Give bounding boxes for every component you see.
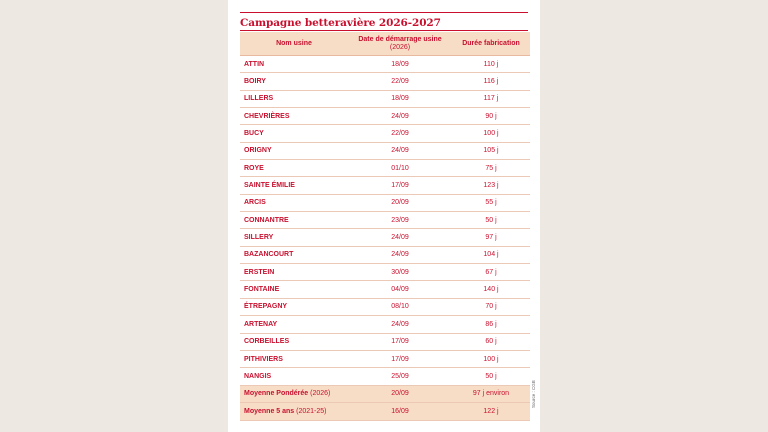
duration: 50 j (452, 212, 530, 229)
summary-row (240, 403, 530, 421)
table-row (240, 212, 530, 229)
duration: 104 j (452, 246, 530, 263)
duration: 100 j (452, 350, 530, 367)
factory-name: NANGIS (240, 368, 348, 385)
factory-name: BAZANCOURT (240, 246, 348, 263)
table-row (240, 108, 530, 125)
summary-label: Moyenne Pondérée (2026) (240, 385, 348, 403)
start-date: 22/09 (348, 125, 452, 142)
factory-name: ERSTEIN (240, 264, 348, 281)
duration: 50 j (452, 368, 530, 385)
factory-name: CORBEILLES (240, 333, 348, 350)
table-row (240, 246, 530, 263)
table-row (240, 264, 530, 281)
start-date: 20/09 (348, 194, 452, 211)
duration: 105 j (452, 142, 530, 159)
table-row (240, 177, 530, 194)
factory-name: FONTAINE (240, 281, 348, 298)
start-date: 24/09 (348, 229, 452, 246)
duration: 110 j (452, 56, 530, 73)
table-body (240, 56, 530, 421)
duration: 60 j (452, 333, 530, 350)
table-row (240, 160, 530, 177)
start-date: 17/09 (348, 333, 452, 350)
summary-row (240, 385, 530, 403)
duration: 86 j (452, 316, 530, 333)
duration: 55 j (452, 194, 530, 211)
factory-name: ORIGNY (240, 142, 348, 159)
factory-name: ROYE (240, 160, 348, 177)
table-row (240, 90, 530, 107)
top-rule (240, 12, 528, 13)
header-start-date: Date de démarrage usine (2026) (348, 32, 452, 56)
duration: 90 j (452, 108, 530, 125)
table-row (240, 73, 530, 90)
summary-start-date: 20/09 (348, 385, 452, 403)
table-row (240, 298, 530, 315)
duration: 140 j (452, 281, 530, 298)
table-row (240, 194, 530, 211)
duration: 100 j (452, 125, 530, 142)
duration: 67 j (452, 264, 530, 281)
factory-name: CONNANTRE (240, 212, 348, 229)
source-note: Source : CGB (531, 380, 536, 408)
table-row (240, 56, 530, 73)
start-date: 01/10 (348, 160, 452, 177)
summary-duration: 122 j (452, 403, 530, 421)
document-panel (228, 0, 540, 432)
start-date: 08/10 (348, 298, 452, 315)
factory-name: SAINTE ÉMILIE (240, 177, 348, 194)
duration: 116 j (452, 73, 530, 90)
duration: 75 j (452, 160, 530, 177)
start-date: 24/09 (348, 108, 452, 125)
duration: 97 j (452, 229, 530, 246)
summary-start-date: 16/09 (348, 403, 452, 421)
start-date: 17/09 (348, 350, 452, 367)
start-date: 04/09 (348, 281, 452, 298)
factory-name: BOIRY (240, 73, 348, 90)
duration: 123 j (452, 177, 530, 194)
table-row (240, 316, 530, 333)
summary-label: Moyenne 5 ans (2021-25) (240, 403, 348, 421)
table-header (240, 32, 530, 56)
table-row (240, 125, 530, 142)
summary-duration: 97 j environ (452, 385, 530, 403)
start-date: 24/09 (348, 246, 452, 263)
table-row (240, 142, 530, 159)
table-row (240, 368, 530, 385)
factory-name: PITHIVIERS (240, 350, 348, 367)
start-date: 17/09 (348, 177, 452, 194)
start-date: 18/09 (348, 90, 452, 107)
table-row (240, 281, 530, 298)
start-date: 22/09 (348, 73, 452, 90)
duration: 117 j (452, 90, 530, 107)
table-row (240, 350, 530, 367)
factory-name: ARCIS (240, 194, 348, 211)
table-row (240, 229, 530, 246)
table-row (240, 333, 530, 350)
campaign-table (240, 32, 530, 421)
start-date: 23/09 (348, 212, 452, 229)
start-date: 30/09 (348, 264, 452, 281)
start-date: 25/09 (348, 368, 452, 385)
factory-name: CHEVRIÈRES (240, 108, 348, 125)
factory-name: BUCY (240, 125, 348, 142)
factory-name: SILLERY (240, 229, 348, 246)
factory-name: ARTENAY (240, 316, 348, 333)
header-name: Nom usine (240, 32, 348, 56)
duration: 70 j (452, 298, 530, 315)
title-rule (240, 30, 528, 31)
header-duration: Durée fabrication (452, 32, 530, 56)
start-date: 24/09 (348, 142, 452, 159)
table-title: Campagne betteravière 2026-2027 (240, 17, 441, 29)
factory-name: ATTIN (240, 56, 348, 73)
start-date: 18/09 (348, 56, 452, 73)
start-date: 24/09 (348, 316, 452, 333)
factory-name: ÉTREPAGNY (240, 298, 348, 315)
factory-name: LILLERS (240, 90, 348, 107)
